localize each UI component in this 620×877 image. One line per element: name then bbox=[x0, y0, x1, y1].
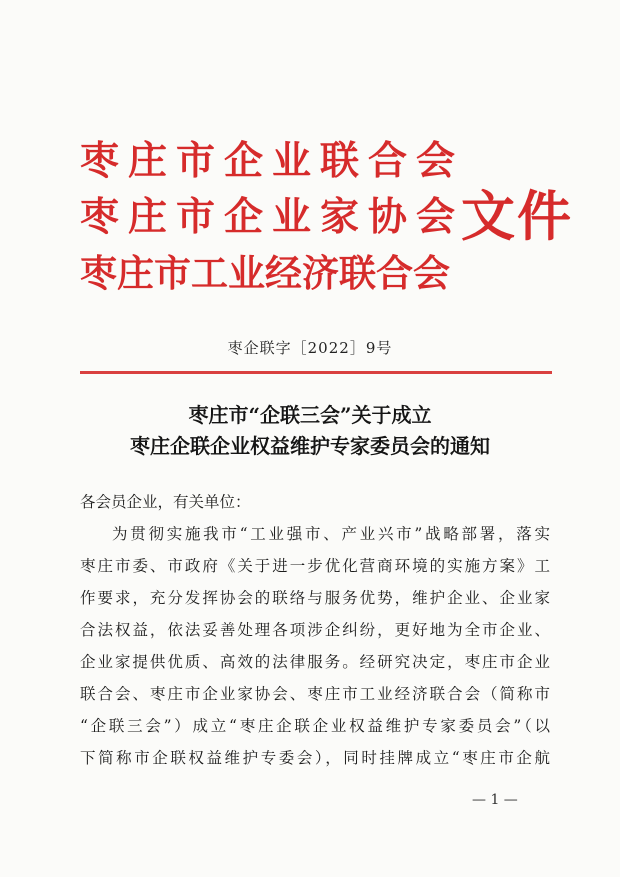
body-line: 下简称市企联权益维护专委会），同时挂牌成立“枣庄市企航 bbox=[80, 749, 550, 767]
salutation: 各会员企业，有关单位： bbox=[80, 493, 251, 511]
title-line-2: 枣庄企联企业权益维护专家委员会的通知 bbox=[130, 434, 490, 458]
body-line: 枣庄市委、市政府《关于进一步优化营商环境的实施方案》工 bbox=[80, 557, 550, 575]
title-line-1: 枣庄市“企联三会”关于成立 bbox=[188, 403, 432, 427]
body-line: “企联三会”）成立“枣庄企联企业权益维护专家委员会”（以 bbox=[80, 717, 550, 735]
document-number: 枣企联字［2022］9号 bbox=[227, 339, 393, 357]
body-line: 企业家提供优质、高效的法律服务。经研究决定，枣庄市企业 bbox=[80, 653, 550, 671]
issuer-name-3: 枣庄市工业经济联合会 bbox=[80, 251, 450, 295]
issuer-name-2: 枣庄市企业家协会 bbox=[80, 194, 465, 240]
issuer-name-1: 枣庄市企业联合会 bbox=[80, 138, 465, 184]
body-line: 联合会、枣庄市企业家协会、枣庄市工业经济联合会（简称市 bbox=[80, 685, 550, 703]
body-line: 为贯彻实施我市“工业强市、产业兴市”战略部署，落实 bbox=[112, 525, 550, 543]
page-number: — 1 — bbox=[472, 792, 518, 808]
red-divider bbox=[80, 371, 552, 374]
body-line: 合法权益，依法妥善处理各项涉企纠纷，更好地为全市企业、 bbox=[80, 621, 550, 639]
body-line: 作要求，充分发挥协会的联络与服务优势，维护企业、企业家 bbox=[80, 589, 550, 607]
document-word: 文件 bbox=[461, 184, 573, 248]
